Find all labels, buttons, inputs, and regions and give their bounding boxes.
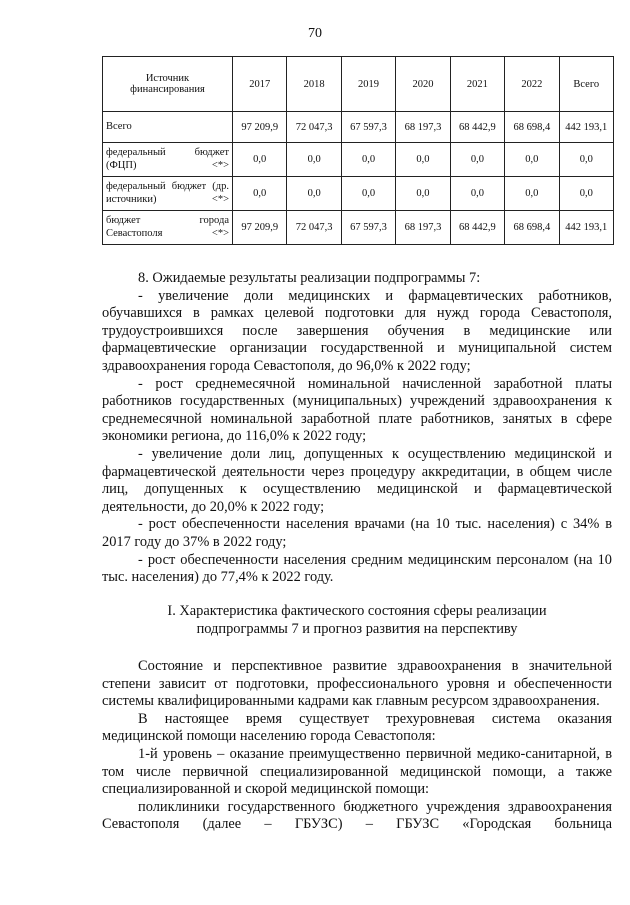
paragraph: 1-й уровень – оказание преимущественно первичной медико-санитарной, в том числе первичной специализированной медицинской помощи, а также специализированной и скорой медицинской помощи:: [102, 745, 612, 798]
table-cell: 72 047,3: [287, 112, 341, 143]
section-8-title: 8. Ожидаемые результаты реализации подпрограммы 7:: [138, 270, 481, 286]
table-cell: 67 597,3: [341, 112, 395, 143]
table-cell: 0,0: [505, 177, 559, 211]
section-1-body: [102, 658, 612, 834]
row-label: Всего: [103, 112, 233, 143]
heading-line: подпрограммы 7 и прогноз развития на перспективу: [196, 620, 518, 637]
page-number: 70: [308, 26, 322, 41]
header-cell-2018: 2018: [287, 57, 341, 112]
section-1-heading: [102, 603, 612, 638]
table-header-row: [103, 57, 614, 112]
table-cell: 0,0: [450, 177, 504, 211]
table-cell: 0,0: [450, 143, 504, 177]
header-cell-total: Всего: [559, 57, 613, 112]
table-cell: 68 698,4: [505, 112, 559, 143]
table-cell: 72 047,3: [287, 211, 341, 245]
paragraph: В настоящее время существует трехуровневая система оказания медицинской помощи населению города Севастополя:: [102, 710, 612, 745]
header-cell-2019: 2019: [341, 57, 395, 112]
table-cell: 442 193,1: [559, 211, 613, 245]
heading-line: I. Характеристика фактического состояния сферы реализации: [167, 603, 547, 619]
paragraph: поликлиники государственного бюджетного учреждения здравоохранения Севастополя (далее – ГБУЗС) – ГБУЗС «Городская больница: [102, 798, 612, 833]
header-cell-2020: 2020: [396, 57, 450, 112]
header-cell-2017: 2017: [233, 57, 287, 112]
table-cell: 0,0: [287, 143, 341, 177]
table-cell: 97 209,9: [233, 112, 287, 143]
row-label: федеральный бюджет (др. источники) <*>: [103, 177, 233, 211]
table-cell: 68 197,3: [396, 112, 450, 143]
result-item: - рост обеспеченности населения средним медицинским персоналом (на 10 тыс. населения) до 77,4% к 2022 году.: [102, 551, 612, 586]
financing-table: [102, 56, 614, 245]
header-cell-source: Источник финансирования: [103, 57, 233, 112]
result-item: - увеличение доли лиц, допущенных к осуществлению медицинской и фармацевтической деятельности через процедуру аккредитации, в общем числе лиц, допущенных к осуществлению медицинской и фармацевтической деятельности, до 20,0% к 2022 году;: [102, 445, 612, 515]
row-label: бюджет города Севастополя <*>: [103, 211, 233, 245]
header-cell-2022: 2022: [505, 57, 559, 112]
row-label: федеральный бюджет (ФЦП) <*>: [103, 143, 233, 177]
result-item: - увеличение доли медицинских и фармацевтических работников, обучавшихся в рамках целевой подготовки для нужд города Севастополя, трудоустроившихся после завершения обучения в медицинские или фармацевтические организации государственной и муниципальной систем здравоохранения города Севастополя, до 96,0% к 2022 году;: [102, 287, 612, 374]
table-row: [103, 177, 614, 211]
table-cell: 68 442,9: [450, 211, 504, 245]
table-cell: 0,0: [233, 143, 287, 177]
table-row: [103, 112, 614, 143]
table-cell: 0,0: [559, 177, 613, 211]
table-cell: 0,0: [341, 177, 395, 211]
paragraph: Состояние и перспективное развитие здравоохранения в значительной степени зависит от подготовки, профессионального уровня и обеспеченности системы квалифицированными кадрами как главным ресурсом здравоохранения.: [102, 658, 612, 710]
table-cell: 68 698,4: [505, 211, 559, 245]
table-cell: 0,0: [505, 143, 559, 177]
result-item: - рост среднемесячной номинальной начисленной заработной платы работников государственных (муниципальных) учреждений здравоохранения к среднемесячной номинальной заработной плате работников, занятых в сфере экономики региона, до 116,0% к 2022 году;: [102, 375, 612, 445]
table-cell: 0,0: [341, 143, 395, 177]
expected-results-section: [102, 270, 612, 587]
table-cell: 68 197,3: [396, 211, 450, 245]
table-cell: 68 442,9: [450, 112, 504, 143]
table-cell: 0,0: [396, 177, 450, 211]
table-cell: 442 193,1: [559, 112, 613, 143]
table-cell: 0,0: [559, 143, 613, 177]
result-item: - рост обеспеченности населения врачами (на 10 тыс. населения) с 34% в 2017 году до 37% в 2022 году;: [102, 516, 612, 550]
table-cell: 67 597,3: [341, 211, 395, 245]
table-cell: 0,0: [233, 177, 287, 211]
header-cell-2021: 2021: [450, 57, 504, 112]
table-row: [103, 211, 614, 245]
table-cell: 97 209,9: [233, 211, 287, 245]
table-row: [103, 143, 614, 177]
table-cell: 0,0: [396, 143, 450, 177]
table-cell: 0,0: [287, 177, 341, 211]
